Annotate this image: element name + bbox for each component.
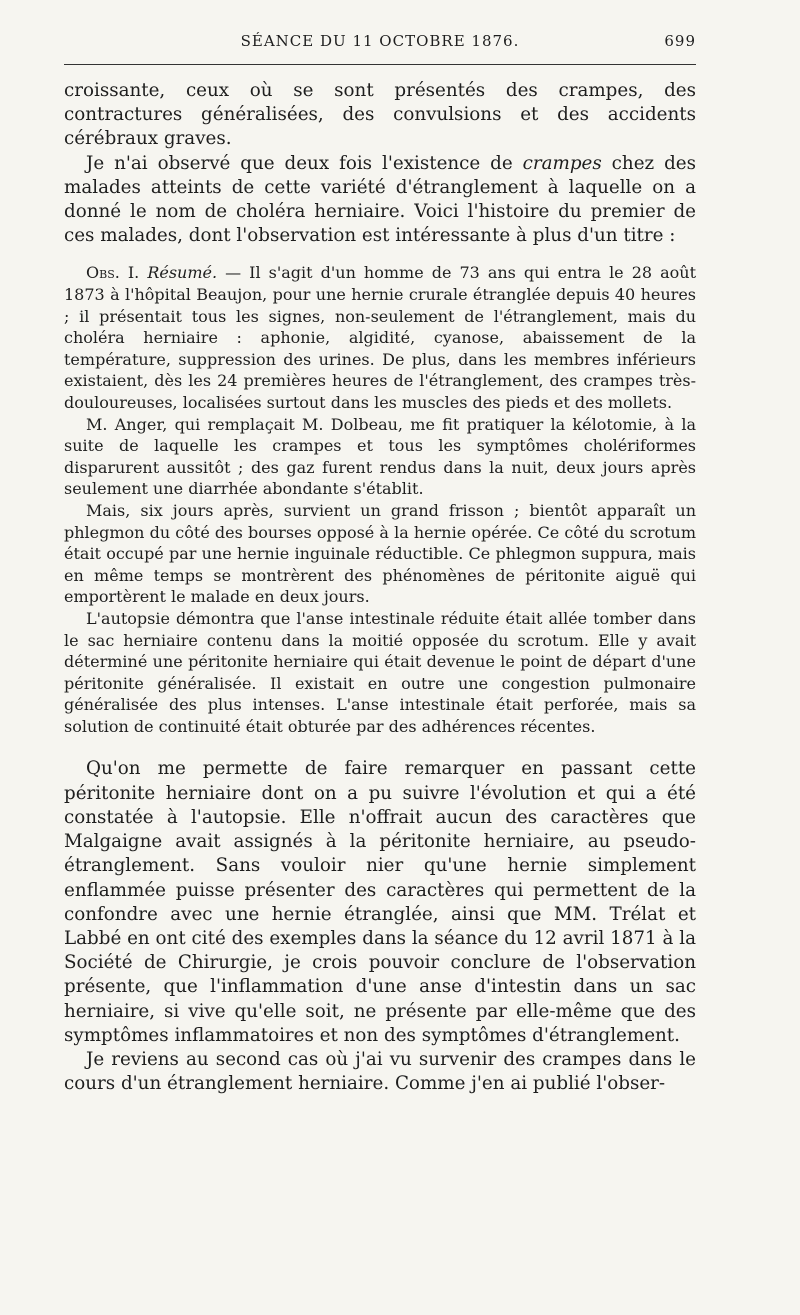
observation-title: Résumé. [147, 263, 218, 283]
header-rule [64, 64, 696, 65]
observation-paragraph: M. Anger, qui remplaçait M. Dolbeau, me fit pratiquer la kélotomie, à la suite de laquelle les crampes et tous les symptômes cholériformes disparurent aussitôt ; des gaz furent rendus dans la nuit, deux jours après seulement une diarrhée abondante s'établit. [64, 414, 696, 499]
running-header [64, 30, 696, 54]
observation-paragraph: L'autopsie démontra que l'anse intestinale réduite était allée tomber dans le sac herniaire contenu dans la moitié opposée du scrotum. Elle y avait déterminé une péritonite herniaire qui était devenue le point de départ d'une péritonite généralisée. Il existait en outre une congestion pulmonaire généralisée des plus intenses. L'anse intestinale était perforée, mais sa solution de continuité était obturée par des adhérences récentes. [64, 608, 696, 736]
emphasis-crampes: crampes [522, 152, 602, 174]
observation-paragraph [64, 262, 696, 413]
paragraph-second-case: Je reviens au second cas où j'ai vu survenir des crampes dans le cours d'un étranglement herniaire. Comme j'en ai publié l'obser- [64, 1048, 696, 1095]
page-number: 699 [664, 32, 696, 50]
observation-text: — Il s'agit d'un homme de 73 ans qui entra le 28 août 1873 à l'hôpital Beaujon, pour une hernie crurale étranglée depuis 40 heures ; il présentait tous les signes, non-seulement de l'étranglement, mais du choléra herniaire : aphonie, algidité, cyanose, abaissement de la température, suppression des urines. De plus, dans les membres inférieurs existaient, dès les 24 premières heures de l'étranglement, des crampes très-douloureuses, localisées surtout dans les muscles des pieds et des mollets. [64, 263, 696, 412]
paragraph-text-after: chez des malades atteints de cette variété d'étranglement à laquelle on a donné le nom de choléra herniaire. Voici l'histoire du premier de ces malades, dont l'observation est intéressante à plus d'un titre : [64, 152, 696, 247]
paragraph-text-before: Je n'ai observé que deux fois l'existence de [86, 152, 523, 174]
running-title: SÉANCE DU 11 OCTOBRE 1876. [240, 32, 520, 50]
observation-paragraph: Mais, six jours après, survient un grand frisson ; bientôt apparaît un phlegmon du côté des bourses opposé à la hernie opérée. Ce côté du scrotum était occupé par une hernie inguinale réductible. Ce phlegmon suppura, mais en même temps se montrèrent des phénomènes de péritonite aiguë qui emportèrent le malade en deux jours. [64, 500, 696, 607]
observation-label: Obs. I. [86, 263, 140, 283]
book-page [64, 30, 696, 1096]
paragraph-continuation: croissante, ceux où se sont présentés des crampes, des contractures généralisées, des convulsions et des accidents cérébraux graves. [64, 80, 696, 150]
paragraph-crampes-intro [64, 152, 696, 249]
observation-block [64, 262, 696, 737]
paragraph-peritonite: Qu'on me permette de faire remarquer en passant cette péritonite herniaire dont on a pu suivre l'évolution et qui a été constatée à l'autopsie. Elle n'offrait aucun des caractères que Malgaigne avait assignés à la péritonite herniaire, au pseudo-étranglement. Sans vouloir nier qu'une hernie simplement enflammée puisse présenter des caractères qui permettent de la confondre avec une hernie étranglée, ainsi que MM. Trélat et Labbé en ont cité des exemples dans la séance du 12 avril 1871 à la Société de Chirurgie, je crois pouvoir conclure de l'observation présente, que l'inflammation d'une anse d'intestin dans un sac herniaire, si vive qu'elle soit, ne présente par elle-même que des symptômes inflammatoires et non des symptômes d'étranglement. [64, 758, 696, 1046]
